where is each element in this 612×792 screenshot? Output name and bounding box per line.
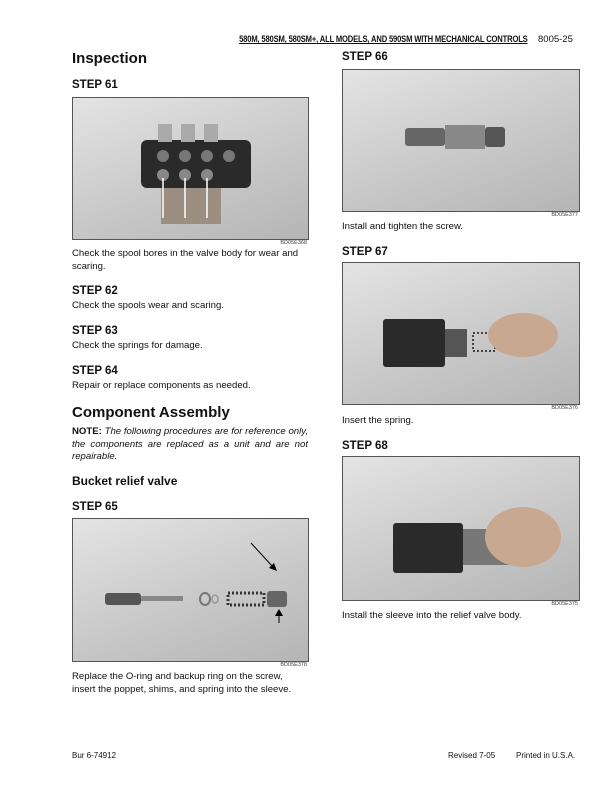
- step-61-photo-valve-body: [72, 97, 309, 240]
- step-68-label: STEP 68: [342, 440, 388, 452]
- step-68-photo-sleeve: [342, 456, 580, 601]
- step-62-text: Check the spools wear and scaring.: [72, 300, 224, 311]
- step-63-text: Check the springs for damage.: [72, 340, 203, 351]
- footer-printed: Printed in U.S.A.: [516, 751, 576, 760]
- step-66-photo-id: BD05E377: [551, 212, 578, 218]
- step-67-photo-spring: [342, 262, 580, 405]
- step-64-label: STEP 64: [72, 365, 118, 377]
- step-66-label: STEP 66: [342, 51, 388, 63]
- step-65-photo-id: BD05E378: [280, 662, 307, 668]
- section-heading-component-assembly: Component Assembly: [72, 404, 230, 421]
- subsection-heading: Bucket relief valve: [72, 474, 178, 488]
- page-header-title: 580M, 580SM, 580SM+, ALL MODELS, AND 590SM WITH MECHANICAL CONTROLS: [239, 34, 528, 45]
- note-text: The following procedures are for reference only, the components are replaced as a unit and are not repairable.: [72, 426, 308, 462]
- step-67-label: STEP 67: [342, 246, 388, 258]
- note-label: NOTE:: [72, 426, 102, 437]
- step-66-photo-screw: [342, 69, 580, 212]
- section-heading-inspection: Inspection: [72, 50, 148, 67]
- step-64-text: Repair or replace components as needed.: [72, 380, 251, 391]
- footer-doc-number: Bur 6-74912: [72, 751, 117, 760]
- step-67-photo-id: BD05E376: [551, 405, 578, 411]
- step-68-photo-id: BD05E375: [551, 601, 578, 607]
- step-63-label: STEP 63: [72, 325, 118, 337]
- step-65-text: Replace the O-ring and backup ring on the screw, insert the poppet, shims, and spring into the sleeve.: [72, 671, 292, 695]
- step-62-label: STEP 62: [72, 285, 118, 297]
- step-61-text: Check the spool bores in the valve body for wear and scaring.: [72, 248, 299, 272]
- step-65-photo-components: [72, 518, 309, 662]
- step-65-label: STEP 65: [72, 501, 118, 513]
- step-67-text: Insert the spring.: [342, 415, 414, 426]
- note-paragraph: [72, 426, 308, 464]
- step-61-photo-id: BD05E368: [280, 240, 307, 246]
- step-66-text: Install and tighten the screw.: [342, 221, 464, 232]
- step-61-label: STEP 61: [72, 79, 118, 91]
- page-number: 8005-25: [538, 34, 573, 45]
- step-68-text: Install the sleeve into the relief valve body.: [342, 610, 522, 621]
- footer-revised: Revised 7-05: [448, 751, 496, 760]
